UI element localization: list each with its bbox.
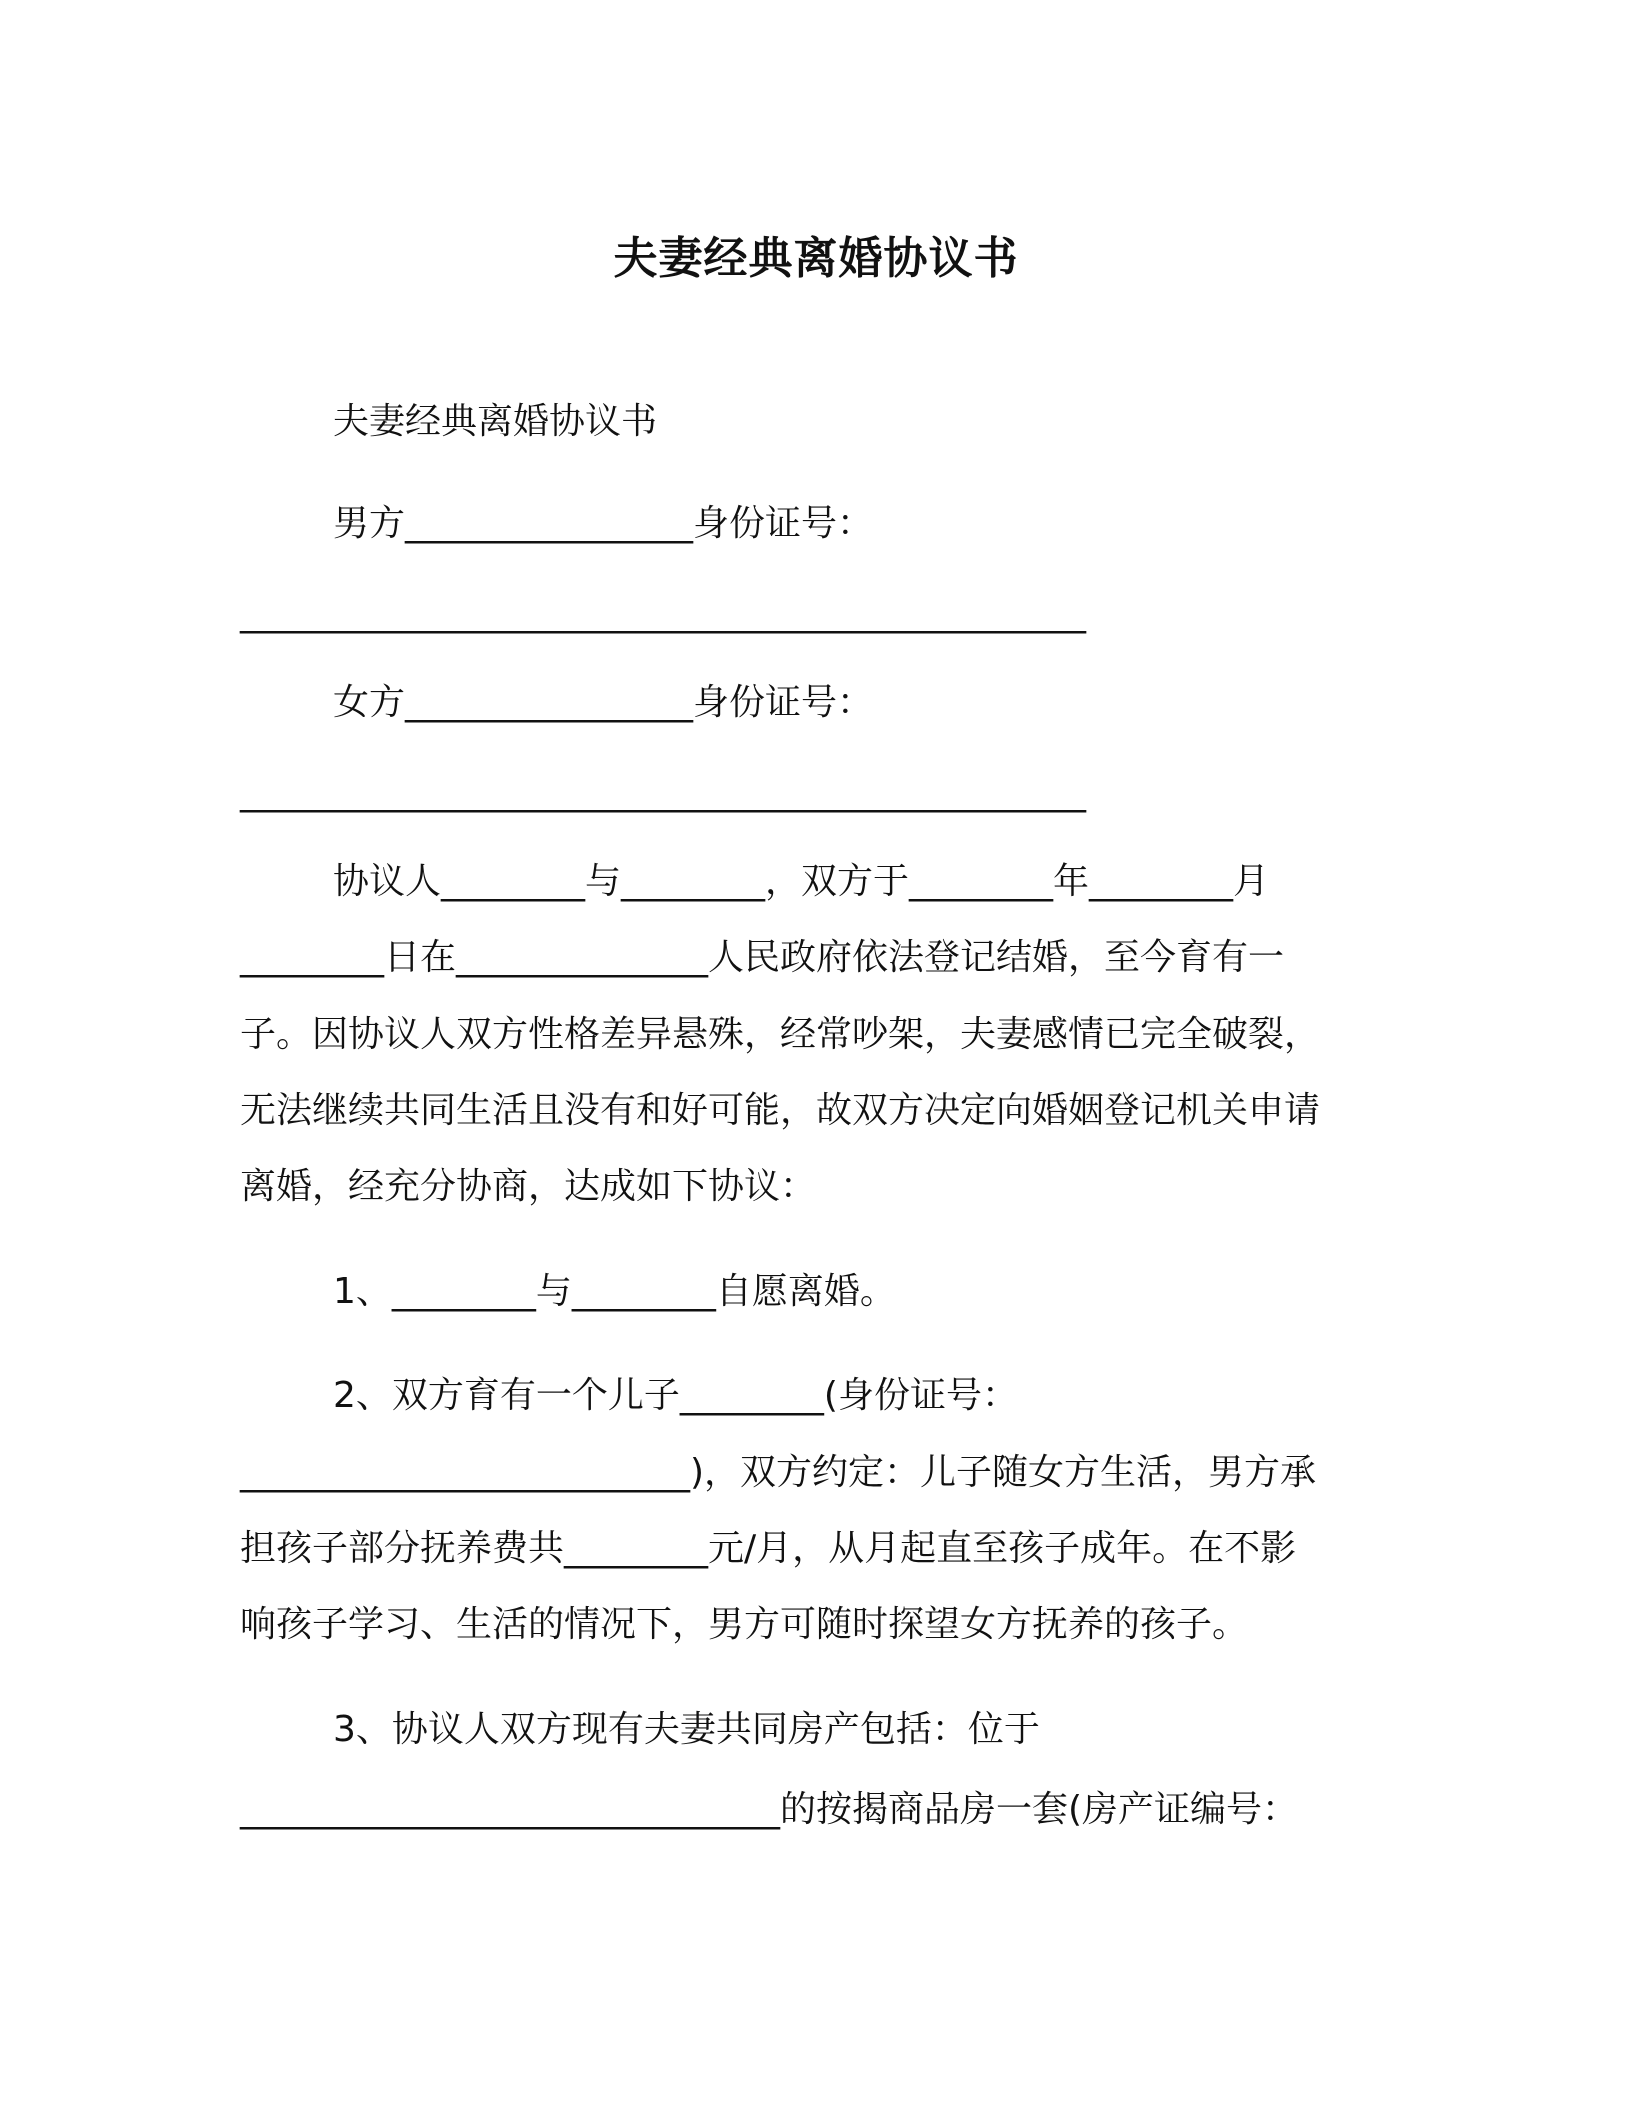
paragraph-line: 协议人________与________，双方于________年________月 [333,861,1270,902]
clause-2-line: 响孩子学习、生活的情况下，男方可随时探望女方抚养的孩子。 [240,1604,1249,1645]
clause-3-line: 3、协议人双方现有夫妻共同房产包括：位于 [333,1709,1040,1750]
clause-2-line: _________________________)，双方约定：儿子随女方生活，男方承 [240,1452,1317,1493]
male-id-blank-line: _______________________________________________ [240,593,1086,634]
document-title: 夫妻经典离婚协议书 [613,233,1019,284]
clause-1-line: 1、________与________自愿离婚。 [333,1271,896,1312]
paragraph-line: 子。因协议人双方性格差异悬殊，经常吵架，夫妻感情已完全破裂， [240,1014,1321,1055]
paragraph-line: ________日在______________人民政府依法登记结婚，至今育有一 [240,937,1285,978]
female-party-line: 女方________________身份证号： [333,682,874,723]
male-party-line: 男方________________身份证号： [333,503,874,544]
paragraph-line: 无法继续共同生活且没有和好可能，故双方决定向婚姻登记机关申请 [240,1090,1321,1131]
clause-2-line: 担孩子部分抚养费共________元/月，从月起直至孩子成年。在不影 [240,1528,1297,1569]
female-id-blank-line: _______________________________________________ [240,772,1086,813]
clause-2-line: 2、双方育有一个儿子________(身份证号： [333,1375,1018,1416]
clause-3-line: ______________________________的按揭商品房一套(房产证编号： [240,1789,1299,1830]
paragraph-line: 离婚，经充分协商，达成如下协议： [240,1166,817,1207]
subtitle-line: 夫妻经典离婚协议书 [333,401,658,442]
